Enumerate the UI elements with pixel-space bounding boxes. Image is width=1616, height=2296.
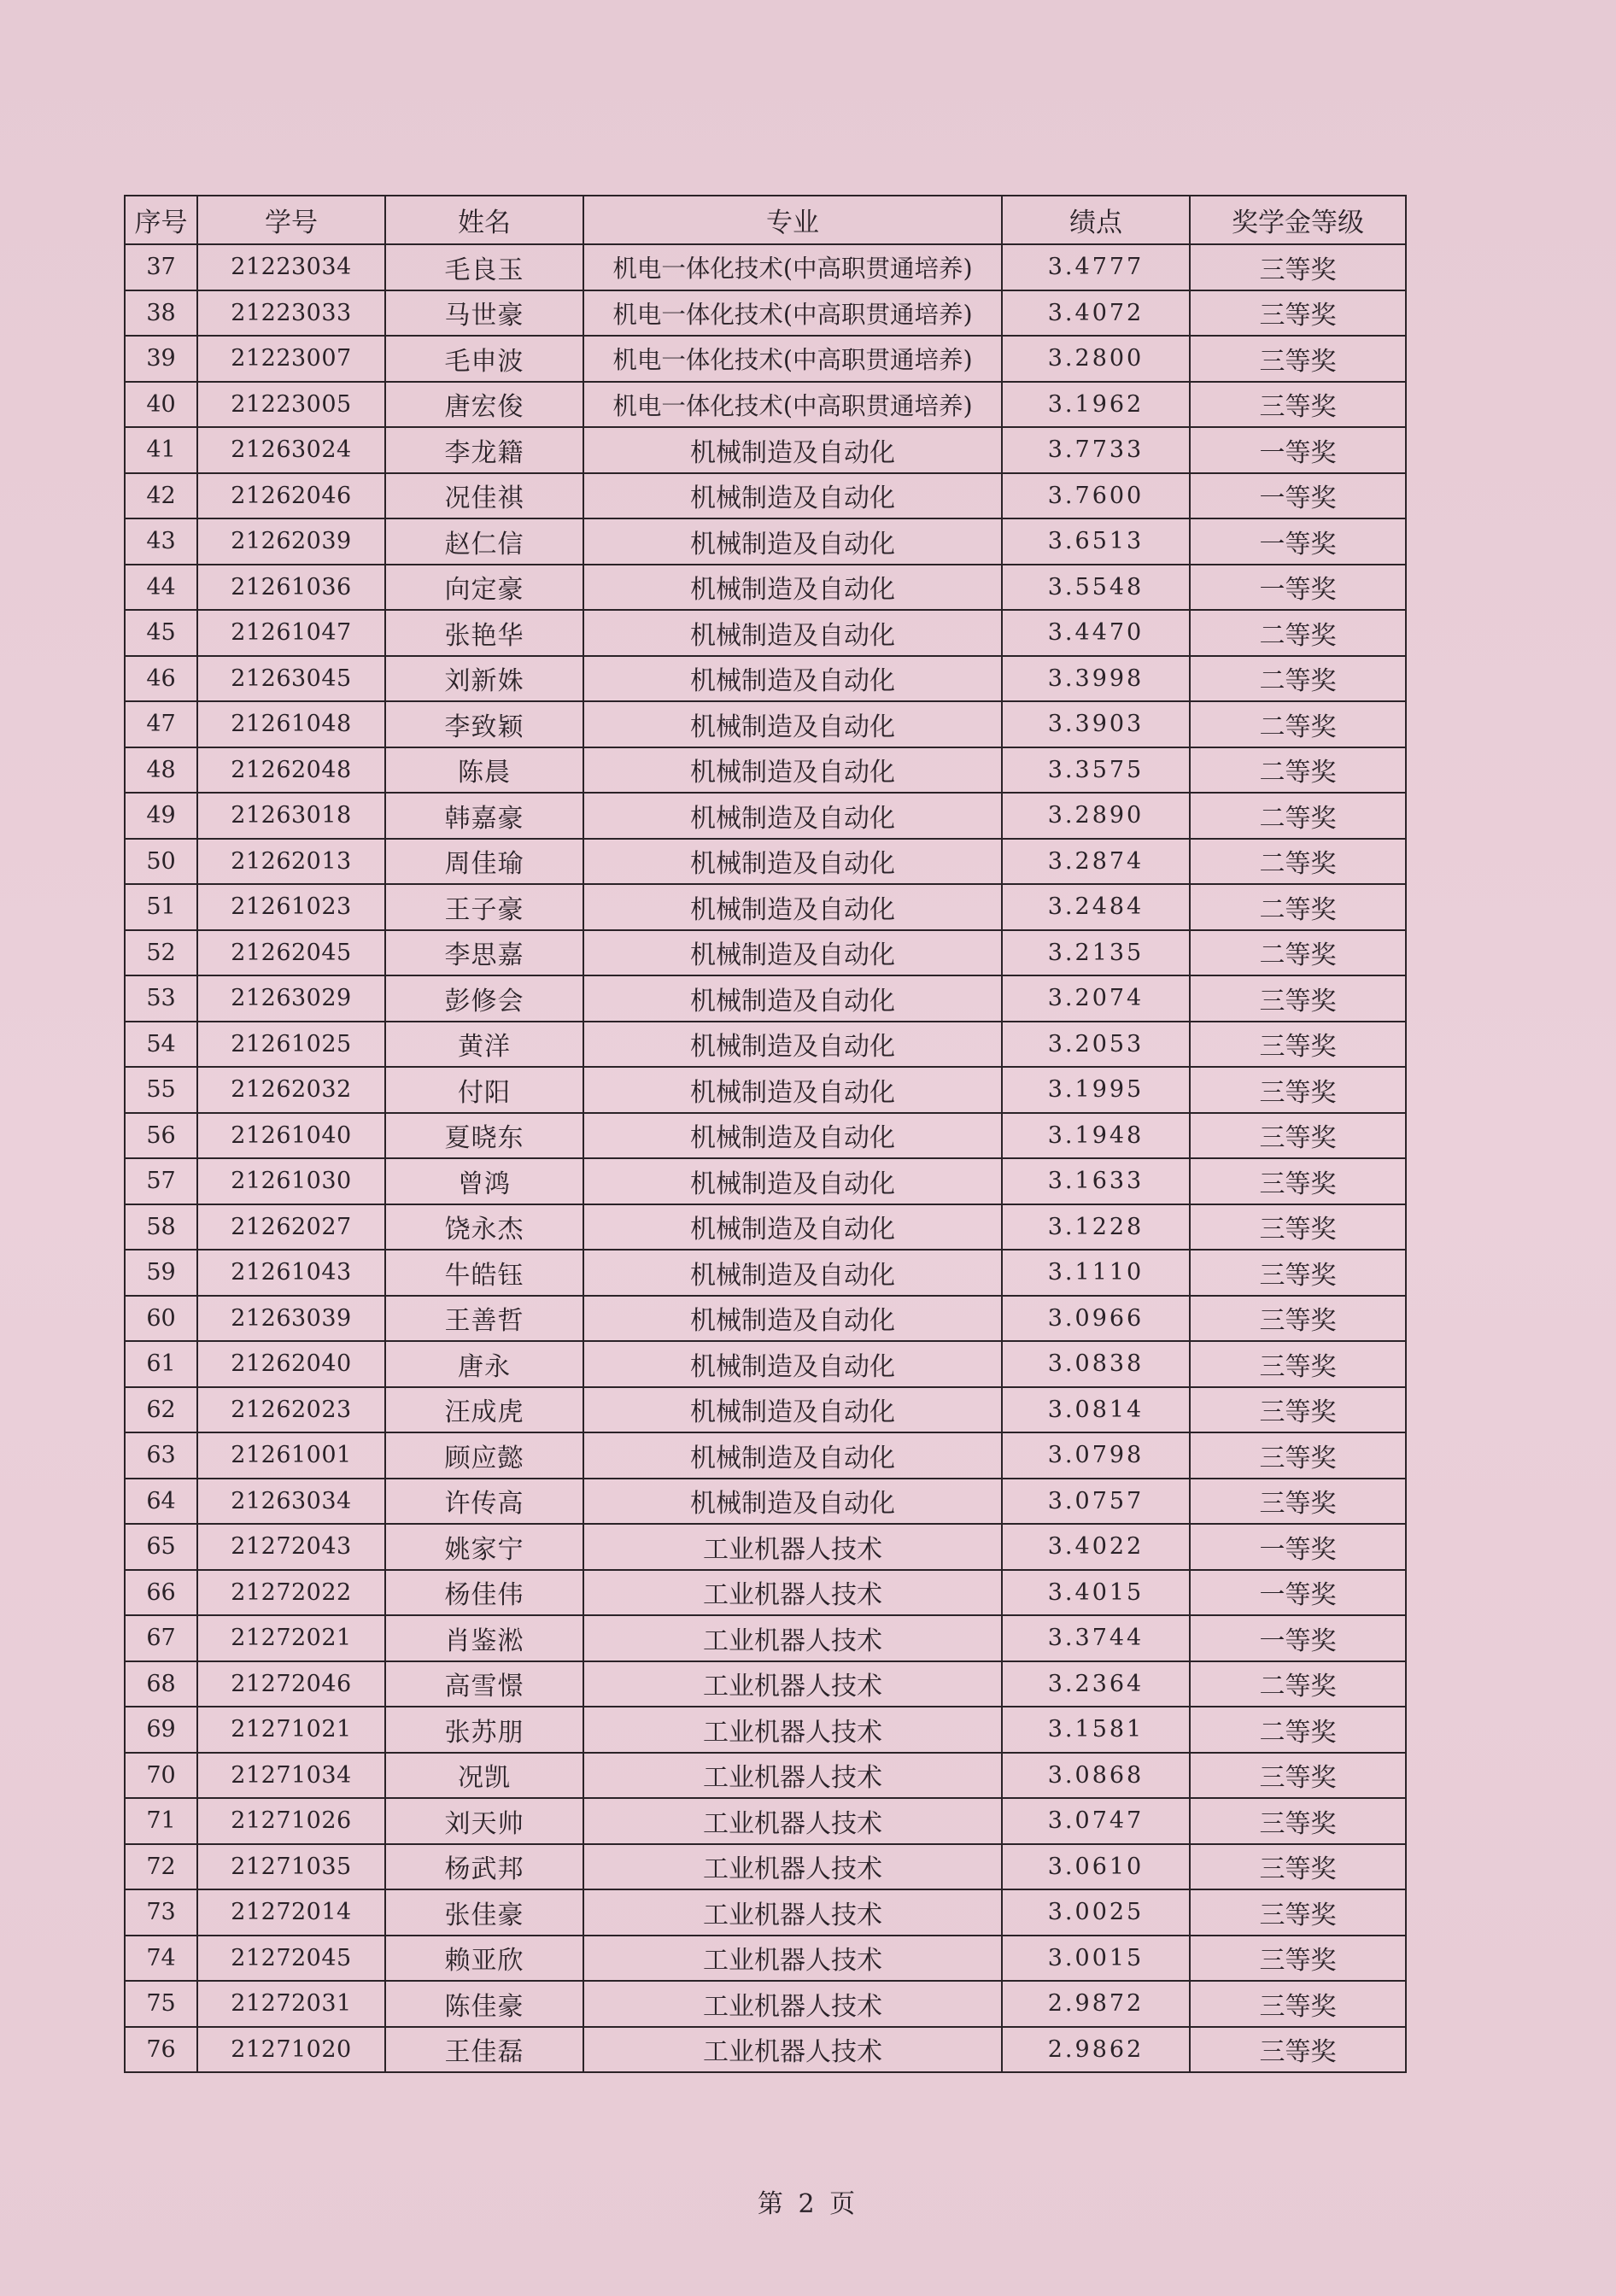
cell-name: 唐宏俊 (385, 382, 583, 428)
cell-index: 65 (125, 1524, 197, 1570)
cell-student-id: 21262046 (197, 473, 385, 519)
cell-index: 66 (125, 1570, 197, 1616)
cell-student-id: 21263029 (197, 975, 385, 1022)
table-row (125, 1250, 1406, 1296)
cell-gpa: 3.2874 (1002, 839, 1190, 885)
cell-student-id: 21271026 (197, 1798, 385, 1844)
table-row (125, 518, 1406, 565)
cell-student-id: 21271020 (197, 2027, 385, 2073)
cell-name: 陈佳豪 (385, 1981, 583, 2027)
cell-scholarship-level: 三等奖 (1190, 975, 1406, 1022)
table-row (125, 1158, 1406, 1204)
table-row (125, 1844, 1406, 1890)
cell-index: 42 (125, 473, 197, 519)
cell-gpa: 3.7733 (1002, 427, 1190, 473)
cell-name: 况佳祺 (385, 473, 583, 519)
cell-major: 机械制造及自动化 (583, 473, 1002, 519)
cell-scholarship-level: 二等奖 (1190, 930, 1406, 976)
cell-index: 37 (125, 244, 197, 290)
table-row (125, 1981, 1406, 2027)
cell-name: 刘新姝 (385, 656, 583, 702)
cell-name: 高雪憬 (385, 1661, 583, 1707)
cell-scholarship-level: 三等奖 (1190, 1158, 1406, 1204)
cell-gpa: 3.2484 (1002, 884, 1190, 930)
cell-student-id: 21263045 (197, 656, 385, 702)
table-row (125, 1479, 1406, 1525)
header-index: 序号 (125, 196, 197, 244)
scholarship-list-sheet (124, 195, 1405, 2073)
cell-major: 机械制造及自动化 (583, 1341, 1002, 1387)
table-row (125, 1798, 1406, 1844)
cell-major: 工业机器人技术 (583, 1753, 1002, 1799)
cell-index: 38 (125, 290, 197, 337)
cell-name: 王佳磊 (385, 2027, 583, 2073)
cell-student-id: 21263024 (197, 427, 385, 473)
cell-student-id: 21261001 (197, 1432, 385, 1479)
cell-scholarship-level: 三等奖 (1190, 1113, 1406, 1159)
cell-name: 毛良玉 (385, 244, 583, 290)
cell-scholarship-level: 一等奖 (1190, 473, 1406, 519)
cell-index: 59 (125, 1250, 197, 1296)
cell-gpa: 3.4015 (1002, 1570, 1190, 1616)
cell-major: 机械制造及自动化 (583, 610, 1002, 656)
cell-scholarship-level: 三等奖 (1190, 1067, 1406, 1113)
cell-scholarship-level: 三等奖 (1190, 1798, 1406, 1844)
cell-major: 工业机器人技术 (583, 1661, 1002, 1707)
cell-major: 工业机器人技术 (583, 1798, 1002, 1844)
cell-major: 机械制造及自动化 (583, 1432, 1002, 1479)
cell-index: 40 (125, 382, 197, 428)
cell-student-id: 21272014 (197, 1889, 385, 1936)
cell-student-id: 21223005 (197, 382, 385, 428)
table-row (125, 244, 1406, 290)
cell-scholarship-level: 三等奖 (1190, 1387, 1406, 1433)
cell-major: 工业机器人技术 (583, 1844, 1002, 1890)
cell-scholarship-level: 三等奖 (1190, 1296, 1406, 1342)
table-row (125, 382, 1406, 428)
cell-scholarship-level: 三等奖 (1190, 2027, 1406, 2073)
cell-gpa: 3.5548 (1002, 565, 1190, 611)
cell-student-id: 21223007 (197, 336, 385, 382)
cell-major: 机械制造及自动化 (583, 1387, 1002, 1433)
cell-name: 杨佳伟 (385, 1570, 583, 1616)
cell-name: 汪成虎 (385, 1387, 583, 1433)
table-row (125, 701, 1406, 747)
cell-gpa: 3.2135 (1002, 930, 1190, 976)
cell-scholarship-level: 三等奖 (1190, 1204, 1406, 1250)
header-major: 专业 (583, 196, 1002, 244)
cell-scholarship-level: 一等奖 (1190, 1570, 1406, 1616)
cell-name: 毛申波 (385, 336, 583, 382)
cell-student-id: 21272021 (197, 1615, 385, 1661)
table-row (125, 2027, 1406, 2073)
page-number: 第 2 页 (757, 2189, 859, 2219)
cell-major: 工业机器人技术 (583, 1524, 1002, 1570)
cell-major: 机械制造及自动化 (583, 1022, 1002, 1068)
cell-index: 53 (125, 975, 197, 1022)
cell-major: 机械制造及自动化 (583, 427, 1002, 473)
cell-gpa: 3.4072 (1002, 290, 1190, 337)
table-row (125, 1524, 1406, 1570)
cell-major: 机械制造及自动化 (583, 565, 1002, 611)
cell-name: 顾应懿 (385, 1432, 583, 1479)
table-row (125, 793, 1406, 839)
cell-index: 48 (125, 747, 197, 794)
cell-student-id: 21261036 (197, 565, 385, 611)
cell-name: 向定豪 (385, 565, 583, 611)
cell-scholarship-level: 二等奖 (1190, 793, 1406, 839)
cell-student-id: 21271035 (197, 1844, 385, 1890)
table-row (125, 336, 1406, 382)
table-row (125, 1936, 1406, 1982)
cell-index: 75 (125, 1981, 197, 2027)
cell-gpa: 3.1633 (1002, 1158, 1190, 1204)
cell-index: 54 (125, 1022, 197, 1068)
cell-gpa: 3.2053 (1002, 1022, 1190, 1068)
cell-student-id: 21261023 (197, 884, 385, 930)
table-row (125, 1067, 1406, 1113)
table-row (125, 427, 1406, 473)
cell-scholarship-level: 二等奖 (1190, 656, 1406, 702)
cell-major: 工业机器人技术 (583, 1615, 1002, 1661)
cell-scholarship-level: 三等奖 (1190, 1936, 1406, 1982)
cell-name: 李思嘉 (385, 930, 583, 976)
cell-gpa: 3.3575 (1002, 747, 1190, 794)
cell-gpa: 3.6513 (1002, 518, 1190, 565)
table-row (125, 1889, 1406, 1936)
cell-index: 58 (125, 1204, 197, 1250)
cell-student-id: 21261040 (197, 1113, 385, 1159)
cell-major: 机械制造及自动化 (583, 1296, 1002, 1342)
cell-gpa: 3.0747 (1002, 1798, 1190, 1844)
table-row (125, 473, 1406, 519)
table-row (125, 975, 1406, 1022)
cell-student-id: 21262013 (197, 839, 385, 885)
cell-major: 机械制造及自动化 (583, 1479, 1002, 1525)
cell-gpa: 3.0814 (1002, 1387, 1190, 1433)
cell-student-id: 21262048 (197, 747, 385, 794)
cell-student-id: 21223033 (197, 290, 385, 337)
cell-gpa: 3.1995 (1002, 1067, 1190, 1113)
cell-gpa: 3.2800 (1002, 336, 1190, 382)
cell-scholarship-level: 一等奖 (1190, 1524, 1406, 1570)
cell-name: 姚家宁 (385, 1524, 583, 1570)
cell-index: 39 (125, 336, 197, 382)
cell-name: 彭修会 (385, 975, 583, 1022)
cell-student-id: 21271034 (197, 1753, 385, 1799)
cell-index: 49 (125, 793, 197, 839)
cell-student-id: 21223034 (197, 244, 385, 290)
cell-scholarship-level: 二等奖 (1190, 701, 1406, 747)
cell-major: 工业机器人技术 (583, 1707, 1002, 1753)
cell-major: 工业机器人技术 (583, 2027, 1002, 2073)
table-row (125, 839, 1406, 885)
scholarship-table (124, 195, 1407, 2073)
cell-gpa: 3.1948 (1002, 1113, 1190, 1159)
table-row (125, 1341, 1406, 1387)
cell-gpa: 2.9872 (1002, 1981, 1190, 2027)
cell-scholarship-level: 二等奖 (1190, 1661, 1406, 1707)
cell-name: 曾鸿 (385, 1158, 583, 1204)
cell-gpa: 2.9862 (1002, 2027, 1190, 2073)
cell-name: 肖鉴淞 (385, 1615, 583, 1661)
cell-gpa: 3.0798 (1002, 1432, 1190, 1479)
cell-index: 63 (125, 1432, 197, 1479)
cell-gpa: 3.0966 (1002, 1296, 1190, 1342)
cell-index: 67 (125, 1615, 197, 1661)
cell-index: 44 (125, 565, 197, 611)
cell-student-id: 21261025 (197, 1022, 385, 1068)
cell-gpa: 3.1962 (1002, 382, 1190, 428)
cell-name: 饶永杰 (385, 1204, 583, 1250)
cell-major: 机械制造及自动化 (583, 656, 1002, 702)
cell-name: 赖亚欣 (385, 1936, 583, 1982)
cell-name: 张艳华 (385, 610, 583, 656)
cell-scholarship-level: 三等奖 (1190, 1022, 1406, 1068)
cell-major: 机械制造及自动化 (583, 1250, 1002, 1296)
cell-scholarship-level: 三等奖 (1190, 244, 1406, 290)
cell-gpa: 3.0868 (1002, 1753, 1190, 1799)
cell-scholarship-level: 二等奖 (1190, 884, 1406, 930)
cell-gpa: 3.0015 (1002, 1936, 1190, 1982)
cell-student-id: 21272031 (197, 1981, 385, 2027)
cell-student-id: 21261030 (197, 1158, 385, 1204)
cell-index: 56 (125, 1113, 197, 1159)
header-name: 姓名 (385, 196, 583, 244)
cell-index: 60 (125, 1296, 197, 1342)
cell-gpa: 3.4470 (1002, 610, 1190, 656)
cell-major: 工业机器人技术 (583, 1981, 1002, 2027)
cell-gpa: 3.4022 (1002, 1524, 1190, 1570)
table-row (125, 1432, 1406, 1479)
table-row (125, 1296, 1406, 1342)
cell-scholarship-level: 二等奖 (1190, 1707, 1406, 1753)
cell-student-id: 21263018 (197, 793, 385, 839)
cell-scholarship-level: 三等奖 (1190, 1250, 1406, 1296)
cell-index: 70 (125, 1753, 197, 1799)
cell-student-id: 21262040 (197, 1341, 385, 1387)
cell-index: 61 (125, 1341, 197, 1387)
cell-student-id: 21263039 (197, 1296, 385, 1342)
cell-scholarship-level: 一等奖 (1190, 518, 1406, 565)
cell-name: 周佳瑜 (385, 839, 583, 885)
cell-scholarship-level: 三等奖 (1190, 1753, 1406, 1799)
cell-index: 64 (125, 1479, 197, 1525)
cell-index: 45 (125, 610, 197, 656)
cell-major: 机械制造及自动化 (583, 884, 1002, 930)
cell-student-id: 21263034 (197, 1479, 385, 1525)
table-row (125, 1022, 1406, 1068)
cell-scholarship-level: 三等奖 (1190, 1479, 1406, 1525)
cell-student-id: 21272046 (197, 1661, 385, 1707)
table-row (125, 747, 1406, 794)
cell-name: 张苏朋 (385, 1707, 583, 1753)
cell-scholarship-level: 三等奖 (1190, 382, 1406, 428)
cell-gpa: 3.1228 (1002, 1204, 1190, 1250)
cell-student-id: 21262039 (197, 518, 385, 565)
cell-student-id: 21262045 (197, 930, 385, 976)
table-row (125, 565, 1406, 611)
cell-index: 50 (125, 839, 197, 885)
cell-student-id: 21262032 (197, 1067, 385, 1113)
cell-major: 机械制造及自动化 (583, 701, 1002, 747)
table-row (125, 656, 1406, 702)
cell-scholarship-level: 三等奖 (1190, 290, 1406, 337)
cell-index: 62 (125, 1387, 197, 1433)
table-row (125, 1387, 1406, 1433)
cell-scholarship-level: 三等奖 (1190, 336, 1406, 382)
cell-gpa: 3.4777 (1002, 244, 1190, 290)
table-row (125, 1570, 1406, 1616)
table-row (125, 1661, 1406, 1707)
cell-index: 52 (125, 930, 197, 976)
cell-major: 机械制造及自动化 (583, 1113, 1002, 1159)
cell-major: 机械制造及自动化 (583, 839, 1002, 885)
table-row (125, 930, 1406, 976)
header-scholarship-level: 奖学金等级 (1190, 196, 1406, 244)
cell-index: 43 (125, 518, 197, 565)
cell-gpa: 3.0610 (1002, 1844, 1190, 1890)
cell-name: 杨武邦 (385, 1844, 583, 1890)
cell-name: 李龙籍 (385, 427, 583, 473)
cell-major: 机械制造及自动化 (583, 930, 1002, 976)
cell-gpa: 3.2890 (1002, 793, 1190, 839)
cell-name: 黄洋 (385, 1022, 583, 1068)
cell-name: 王子豪 (385, 884, 583, 930)
cell-major: 机电一体化技术(中高职贯通培养) (583, 290, 1002, 337)
table-row (125, 1615, 1406, 1661)
cell-gpa: 3.0025 (1002, 1889, 1190, 1936)
cell-gpa: 3.2364 (1002, 1661, 1190, 1707)
cell-name: 王善哲 (385, 1296, 583, 1342)
cell-student-id: 21261047 (197, 610, 385, 656)
cell-scholarship-level: 二等奖 (1190, 747, 1406, 794)
cell-index: 73 (125, 1889, 197, 1936)
cell-major: 机械制造及自动化 (583, 1204, 1002, 1250)
cell-name: 夏晓东 (385, 1113, 583, 1159)
cell-name: 付阳 (385, 1067, 583, 1113)
cell-name: 唐永 (385, 1341, 583, 1387)
cell-major: 机械制造及自动化 (583, 1067, 1002, 1113)
cell-student-id: 21261043 (197, 1250, 385, 1296)
cell-gpa: 3.7600 (1002, 473, 1190, 519)
cell-scholarship-level: 一等奖 (1190, 565, 1406, 611)
table-row (125, 1113, 1406, 1159)
cell-index: 74 (125, 1936, 197, 1982)
cell-scholarship-level: 三等奖 (1190, 1844, 1406, 1890)
cell-major: 机电一体化技术(中高职贯通培养) (583, 244, 1002, 290)
table-row (125, 1707, 1406, 1753)
cell-major: 机械制造及自动化 (583, 747, 1002, 794)
cell-scholarship-level: 二等奖 (1190, 610, 1406, 656)
cell-scholarship-level: 二等奖 (1190, 839, 1406, 885)
cell-index: 72 (125, 1844, 197, 1890)
cell-index: 41 (125, 427, 197, 473)
cell-major: 工业机器人技术 (583, 1936, 1002, 1982)
cell-name: 陈晨 (385, 747, 583, 794)
header-student-id: 学号 (197, 196, 385, 244)
cell-scholarship-level: 一等奖 (1190, 427, 1406, 473)
cell-student-id: 21261048 (197, 701, 385, 747)
table-row (125, 290, 1406, 337)
cell-student-id: 21271021 (197, 1707, 385, 1753)
cell-gpa: 3.3998 (1002, 656, 1190, 702)
cell-scholarship-level: 一等奖 (1190, 1615, 1406, 1661)
cell-index: 55 (125, 1067, 197, 1113)
table-header-row (125, 196, 1406, 244)
cell-major: 机电一体化技术(中高职贯通培养) (583, 336, 1002, 382)
cell-gpa: 3.2074 (1002, 975, 1190, 1022)
cell-student-id: 21272022 (197, 1570, 385, 1616)
cell-index: 46 (125, 656, 197, 702)
cell-gpa: 3.0838 (1002, 1341, 1190, 1387)
cell-index: 71 (125, 1798, 197, 1844)
cell-gpa: 3.3744 (1002, 1615, 1190, 1661)
cell-name: 刘天帅 (385, 1798, 583, 1844)
cell-index: 57 (125, 1158, 197, 1204)
cell-name: 赵仁信 (385, 518, 583, 565)
cell-scholarship-level: 三等奖 (1190, 1981, 1406, 2027)
cell-major: 机械制造及自动化 (583, 1158, 1002, 1204)
cell-gpa: 3.1581 (1002, 1707, 1190, 1753)
cell-name: 韩嘉豪 (385, 793, 583, 839)
cell-name: 牛皓钰 (385, 1250, 583, 1296)
cell-scholarship-level: 三等奖 (1190, 1889, 1406, 1936)
cell-gpa: 3.1110 (1002, 1250, 1190, 1296)
cell-student-id: 21272043 (197, 1524, 385, 1570)
table-row (125, 884, 1406, 930)
cell-index: 76 (125, 2027, 197, 2073)
cell-major: 工业机器人技术 (583, 1889, 1002, 1936)
cell-name: 况凯 (385, 1753, 583, 1799)
cell-scholarship-level: 三等奖 (1190, 1432, 1406, 1479)
cell-index: 69 (125, 1707, 197, 1753)
cell-gpa: 3.3903 (1002, 701, 1190, 747)
cell-name: 张佳豪 (385, 1889, 583, 1936)
table-row (125, 1204, 1406, 1250)
cell-major: 机械制造及自动化 (583, 793, 1002, 839)
cell-gpa: 3.0757 (1002, 1479, 1190, 1525)
cell-major: 机电一体化技术(中高职贯通培养) (583, 382, 1002, 428)
table-row (125, 610, 1406, 656)
cell-major: 工业机器人技术 (583, 1570, 1002, 1616)
cell-index: 68 (125, 1661, 197, 1707)
table-body (125, 244, 1406, 2072)
cell-student-id: 21262023 (197, 1387, 385, 1433)
cell-student-id: 21272045 (197, 1936, 385, 1982)
cell-name: 许传高 (385, 1479, 583, 1525)
cell-index: 47 (125, 701, 197, 747)
cell-name: 李致颖 (385, 701, 583, 747)
header-gpa: 绩点 (1002, 196, 1190, 244)
cell-major: 机械制造及自动化 (583, 518, 1002, 565)
cell-name: 马世豪 (385, 290, 583, 337)
cell-scholarship-level: 三等奖 (1190, 1341, 1406, 1387)
cell-index: 51 (125, 884, 197, 930)
cell-student-id: 21262027 (197, 1204, 385, 1250)
table-row (125, 1753, 1406, 1799)
cell-major: 机械制造及自动化 (583, 975, 1002, 1022)
